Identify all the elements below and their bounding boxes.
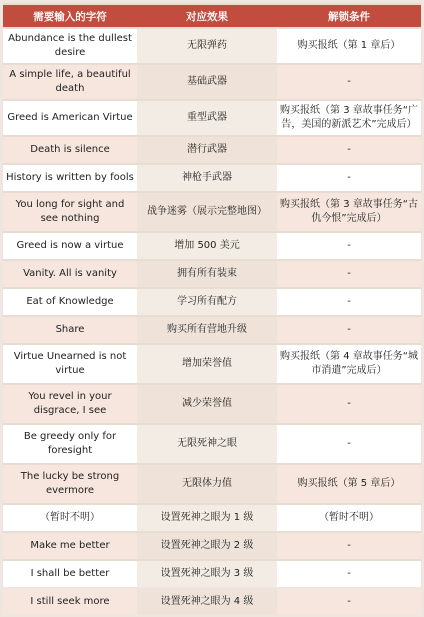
- table-row: [3, 317, 421, 343]
- cheat-codes-table: [3, 3, 421, 617]
- header-unlock: 解锁条件: [277, 5, 421, 27]
- table-row: [3, 65, 421, 99]
- unlock-condition: 购买报纸（第 4 章故事任务“城市消遣”完成后）: [277, 345, 421, 383]
- cheat-code: Make me better: [3, 533, 137, 559]
- header-code: 需要输入的字符: [3, 5, 137, 27]
- cheat-code: You long for sight and see nothing: [3, 193, 137, 231]
- table-row: [3, 233, 421, 259]
- table-row: [3, 289, 421, 315]
- cheat-effect: 重型武器: [137, 101, 277, 135]
- unlock-condition: （暂时不明）: [277, 505, 421, 531]
- table-row: [3, 261, 421, 287]
- table-row: [3, 561, 421, 587]
- unlock-condition: -: [277, 533, 421, 559]
- cheat-effect: 购买所有营地升级: [137, 317, 277, 343]
- cheat-code: I shall be better: [3, 561, 137, 587]
- table-row: [3, 137, 421, 163]
- cheat-effect: 减少荣誉值: [137, 385, 277, 423]
- cheat-code: A simple life, a beautiful death: [3, 65, 137, 99]
- cheat-code: I still seek more: [3, 589, 137, 615]
- cheat-effect: 战争迷雾（展示完整地图）: [137, 193, 277, 231]
- table-header-row: [3, 5, 421, 27]
- table-row: [3, 465, 421, 503]
- unlock-condition: -: [277, 589, 421, 615]
- cheat-code: Eat of Knowledge: [3, 289, 137, 315]
- table-row: [3, 505, 421, 531]
- cheat-effect: 增加荣誉值: [137, 345, 277, 383]
- table-row: [3, 165, 421, 191]
- table-row: [3, 29, 421, 63]
- cheat-code: You revel in your disgrace, I see: [3, 385, 137, 423]
- unlock-condition: -: [277, 65, 421, 99]
- unlock-condition: -: [277, 261, 421, 287]
- cheat-code: （暂时不明）: [3, 505, 137, 531]
- cheat-effect: 潜行武器: [137, 137, 277, 163]
- cheat-table-container: [3, 3, 421, 607]
- cheat-code: The lucky be strong evermore: [3, 465, 137, 503]
- unlock-condition: 购买报纸（第 5 章后）: [277, 465, 421, 503]
- unlock-condition: 购买报纸（第 3 章故事任务“广告，美国的新派艺术”完成后）: [277, 101, 421, 135]
- unlock-condition: -: [277, 137, 421, 163]
- cheat-code: Death is silence: [3, 137, 137, 163]
- unlock-condition: -: [277, 317, 421, 343]
- table-row: [3, 101, 421, 135]
- cheat-effect: 无限体力值: [137, 465, 277, 503]
- cheat-code: Virtue Unearned is not virtue: [3, 345, 137, 383]
- table-row: [3, 533, 421, 559]
- cheat-effect: 神枪手武器: [137, 165, 277, 191]
- unlock-condition: -: [277, 561, 421, 587]
- unlock-condition: 购买报纸（第 1 章后）: [277, 29, 421, 63]
- table-row: [3, 345, 421, 383]
- cheat-code: Share: [3, 317, 137, 343]
- cheat-effect: 设置死神之眼为 2 级: [137, 533, 277, 559]
- table-row: [3, 589, 421, 615]
- cheat-code: Greed is American Virtue: [3, 101, 137, 135]
- cheat-effect: 设置死神之眼为 3 级: [137, 561, 277, 587]
- cheat-code: Vanity. All is vanity: [3, 261, 137, 287]
- cheat-code: Be greedy only for foresight: [3, 425, 137, 463]
- header-effect: 对应效果: [137, 5, 277, 27]
- cheat-effect: 拥有所有装束: [137, 261, 277, 287]
- unlock-condition: -: [277, 165, 421, 191]
- cheat-effect: 增加 500 美元: [137, 233, 277, 259]
- unlock-condition: -: [277, 289, 421, 315]
- cheat-effect: 学习所有配方: [137, 289, 277, 315]
- cheat-effect: 基础武器: [137, 65, 277, 99]
- cheat-effect: 无限弹药: [137, 29, 277, 63]
- table-row: [3, 193, 421, 231]
- cheat-code: History is written by fools: [3, 165, 137, 191]
- table-row: [3, 425, 421, 463]
- unlock-condition: 购买报纸（第 3 章故事任务“古仇今恨”完成后）: [277, 193, 421, 231]
- unlock-condition: -: [277, 233, 421, 259]
- cheat-code: Abundance is the dullest desire: [3, 29, 137, 63]
- cheat-effect: 设置死神之眼为 4 级: [137, 589, 277, 615]
- cheat-effect: 设置死神之眼为 1 级: [137, 505, 277, 531]
- unlock-condition: -: [277, 425, 421, 463]
- cheat-code: Greed is now a virtue: [3, 233, 137, 259]
- table-row: [3, 385, 421, 423]
- cheat-effect: 无限死神之眼: [137, 425, 277, 463]
- unlock-condition: -: [277, 385, 421, 423]
